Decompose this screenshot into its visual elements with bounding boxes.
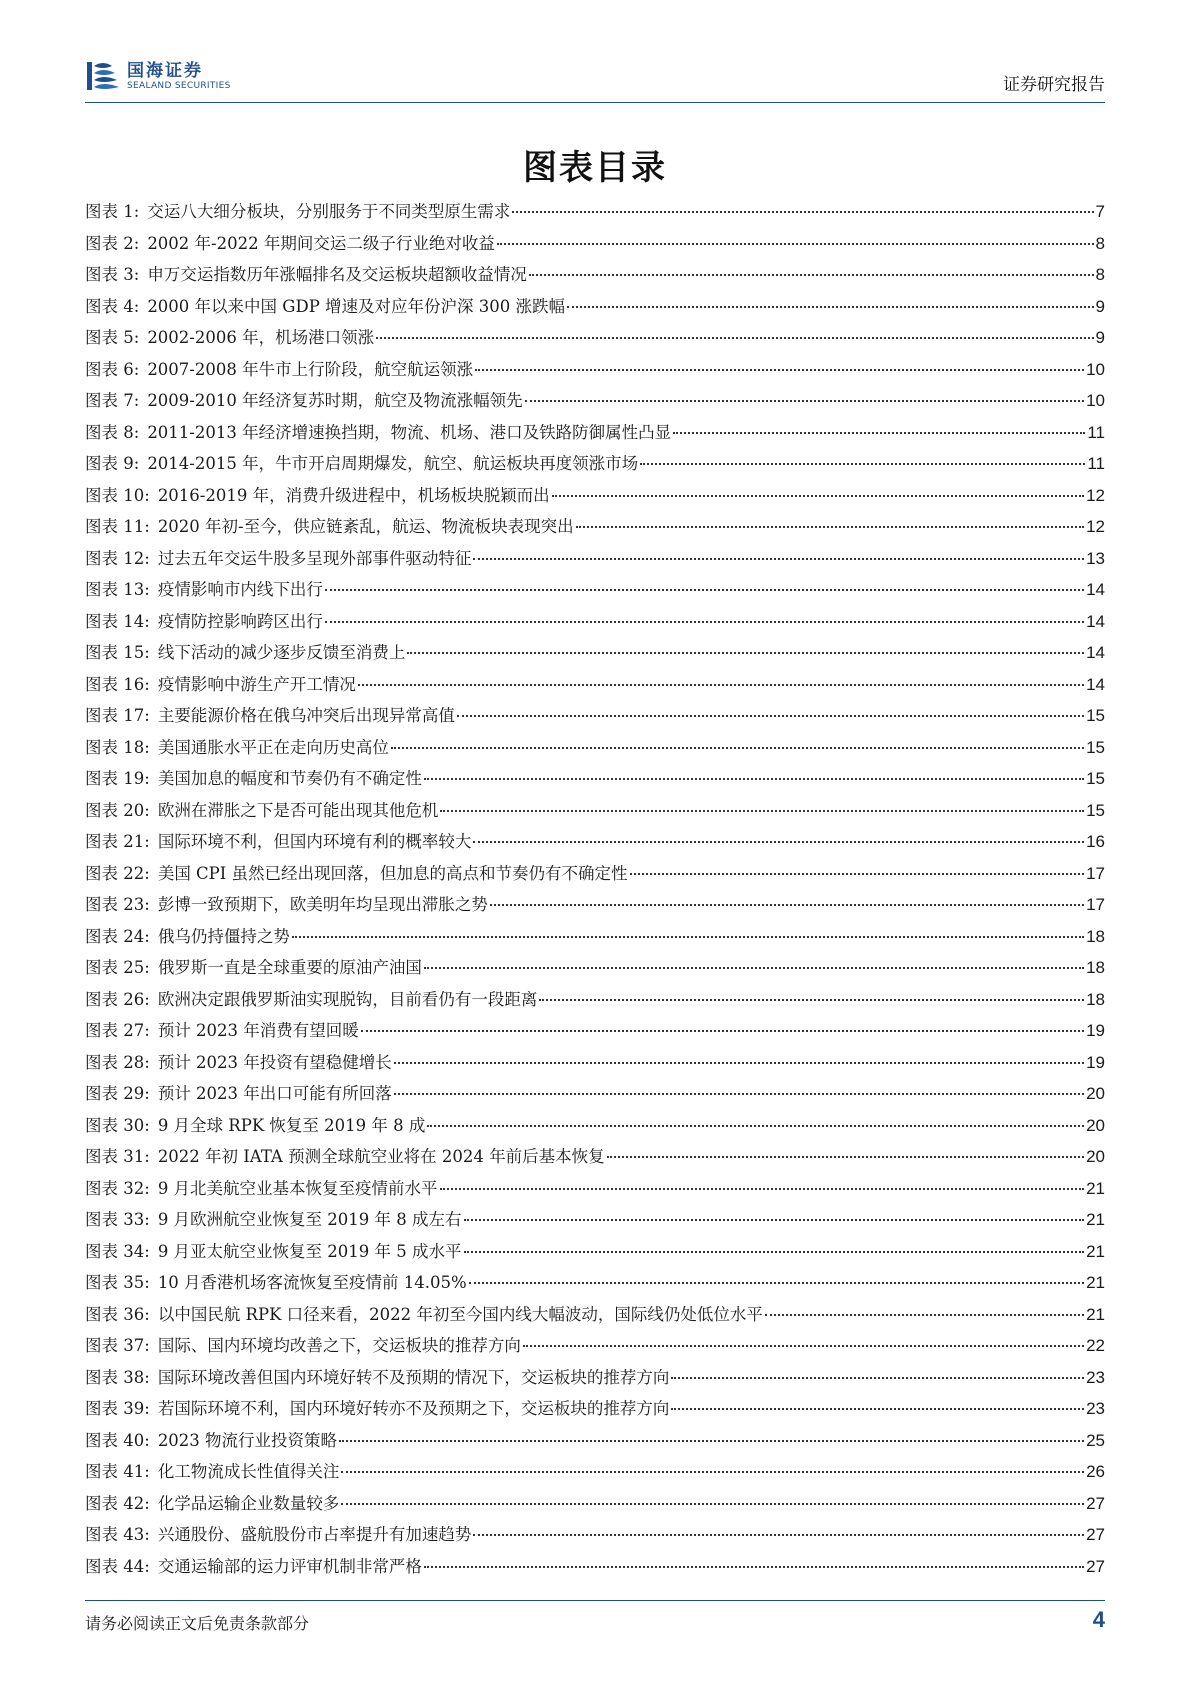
toc-entry-page: 17 [1086,863,1105,883]
toc-entry-title: 以中国民航 RPK 口径来看，2022 年初至今国内线大幅波动，国际线仍处低位水平 [157,1304,763,1324]
toc-entry-label: 图表 15: [85,643,150,662]
toc-entry[interactable] [85,732,1105,764]
toc-entry[interactable] [85,1519,1105,1551]
toc-entry-page: 27 [1086,1493,1105,1513]
toc-entry[interactable] [85,291,1105,323]
toc-entry-label: 图表 2: [85,233,140,253]
toc-entry[interactable] [85,385,1105,417]
toc-entry-title: 2011-2013 年经济增速换挡期，物流、机场、港口及铁路防御属性凸显 [147,422,672,442]
toc-entry-page: 14 [1086,674,1105,694]
toc-entry-page: 22 [1086,1336,1105,1355]
toc-entry[interactable] [85,322,1105,354]
toc-entry-title: 疫情影响中游生产开工情况 [157,674,356,694]
page-title: 图表目录 [523,148,667,188]
toc-entry[interactable] [85,669,1105,701]
toc-dot-leader [464,1218,1085,1221]
toc-entry[interactable] [85,448,1105,480]
toc-entry-title: 彭博一致预期下，欧美明年均呈现出滞胀之势 [157,895,488,914]
toc-entry[interactable] [85,574,1105,606]
disclaimer-text: 请务必阅读正文后免责条款部分 [85,1614,310,1633]
toc-entry[interactable] [85,1551,1105,1583]
toc-entry-label: 图表 25: [85,958,150,977]
toc-entry-label: 图表 8: [85,422,140,442]
toc-entry-page: 8 [1095,265,1105,284]
toc-entry-label: 图表 12: [85,548,150,568]
toc-entry-page: 11 [1087,454,1105,473]
toc-entry-title: 2016-2019 年，消费升级进程中，机场板块脱颖而出 [157,485,550,505]
toc-entry-page: 26 [1086,1462,1105,1481]
toc-entry-title: 2009-2010 年经济复苏时期，航空及物流涨幅领先 [147,391,523,410]
toc-entry[interactable] [85,480,1105,512]
toc-entry-title: 9 月北美航空业基本恢复至疫情前水平 [157,1178,438,1198]
toc-entry-page: 15 [1086,800,1105,820]
toc-dot-leader [630,872,1085,875]
toc-entry-title: 2022 年初 IATA 预测全球航空业将在 2024 年前后基本恢复 [157,1147,605,1166]
toc-dot-leader [607,1155,1085,1158]
toc-entry-title: 美国 CPI 虽然已经出现回落，但加息的高点和节奏仍有不确定性 [157,863,628,883]
toc-entry-title: 俄乌仍持僵持之势 [157,926,290,946]
toc-entry-page: 23 [1086,1399,1105,1418]
toc-dot-leader [473,557,1084,560]
toc-entry-page: 9 [1095,328,1105,347]
toc-entry-page: 17 [1086,895,1105,914]
toc-entry-page: 15 [1086,737,1105,757]
toc-entry-title: 预计 2023 年投资有望稳健增长 [157,1052,392,1072]
toc-entry[interactable] [85,889,1105,921]
toc-entry-page: 14 [1086,611,1105,631]
toc-dot-leader [469,1281,1084,1284]
toc-entry-title: 国际、国内环境均改善之下，交运板块的推荐方向 [157,1336,521,1355]
toc-entry[interactable] [85,1267,1105,1299]
toc-entry-title: 兴通股份、盛航股份市占率提升有加速趋势 [157,1525,472,1544]
toc-entry-label: 图表 29: [85,1084,150,1103]
toc-entry-page: 20 [1086,1084,1105,1103]
page-number: 4 [1092,1607,1105,1632]
toc-dot-leader [475,368,1084,371]
toc-entry-page: 20 [1086,1147,1105,1166]
toc-entry[interactable] [85,1393,1105,1425]
toc-entry-label: 图表 7: [85,391,140,410]
toc-entry-label: 图表 1: [85,202,140,221]
toc-entry-label: 图表 38: [85,1367,150,1387]
toc-entry-label: 图表 34: [85,1241,150,1261]
toc-entry-page: 19 [1086,1021,1105,1040]
toc-entry-title: 若国际环境不利，国内环境好转亦不及预期之下，交运板块的推荐方向 [157,1399,670,1418]
toc-entry[interactable] [85,826,1105,858]
toc-entry[interactable] [85,984,1105,1016]
toc-dot-leader [473,840,1084,843]
toc-dot-leader [640,462,1085,465]
toc-dot-leader [341,1470,1084,1473]
toc-dot-leader [394,1092,1084,1095]
toc-entry-title: 2007-2008 年牛市上行阶段，航空航运领涨 [147,359,474,379]
toc-entry-page: 21 [1086,1273,1105,1292]
toc-dot-leader [424,777,1084,780]
toc-entry-page: 18 [1086,958,1105,977]
toc-dot-leader [424,1565,1084,1568]
toc-entry[interactable] [85,763,1105,795]
toc-entry-title: 10 月香港机场客流恢复至疫情前 14.05% [157,1273,467,1292]
toc-entry-title: 2023 物流行业投资策略 [157,1430,338,1450]
toc-entry-page: 10 [1086,391,1105,410]
toc-entry[interactable] [85,1236,1105,1268]
toc-entry-page: 16 [1086,832,1105,851]
toc-entry-title: 2014-2015 年，牛市开启周期爆发，航空、航运板块再度领涨市场 [147,454,639,473]
toc-entry-label: 图表 20: [85,800,150,820]
toc-entry-label: 图表 10: [85,485,150,505]
page-header [85,52,1105,103]
toc-entry-title: 2002 年-2022 年期间交运二级子行业绝对收益 [147,233,495,253]
toc-entry-page: 25 [1086,1430,1105,1450]
toc-entry-title: 俄罗斯一直是全球重要的原油产油国 [157,958,422,977]
toc-dot-leader [523,1344,1084,1347]
toc-entry-page: 14 [1086,643,1105,662]
toc-entry-page: 21 [1086,1304,1105,1324]
toc-entry-title: 2002-2006 年，机场港口领涨 [147,328,375,347]
report-type-label: 证券研究报告 [1003,75,1105,95]
toc-dot-leader [424,966,1084,969]
toc-dot-leader [391,746,1084,749]
toc-entry[interactable] [85,1015,1105,1047]
toc-entry-title: 欧洲决定跟俄罗斯油实现脱钩，目前看仍有一段距离 [157,989,538,1009]
toc-entry-label: 图表 43: [85,1525,150,1544]
toc-entry-label: 图表 30: [85,1115,150,1135]
company-logo [85,58,231,94]
toc-dot-leader [512,210,1093,213]
toc-dot-leader [497,242,1094,245]
toc-dot-leader [671,1376,1084,1379]
toc-entry-label: 图表 3: [85,265,140,284]
toc-entry-label: 图表 5: [85,328,140,347]
toc-entry-title: 过去五年交运牛股多呈现外部事件驱动特征 [157,548,472,568]
toc-entry[interactable] [85,196,1105,228]
toc-entry-label: 图表 24: [85,926,150,946]
toc-entry-label: 图表 11: [85,517,150,536]
toc-entry-title: 美国通胀水平正在走向历史高位 [157,737,389,757]
toc-dot-leader [473,1533,1084,1536]
toc-entry-label: 图表 41: [85,1462,150,1481]
toc-entry[interactable] [85,1488,1105,1520]
toc-entry-page: 8 [1095,233,1105,253]
toc-entry-page: 11 [1087,422,1105,442]
toc-entry-label: 图表 22: [85,863,150,883]
toc-entry-label: 图表 4: [85,296,140,316]
toc-entry[interactable] [85,1110,1105,1142]
toc-dot-leader [525,399,1084,402]
toc-entry-title: 申万交运指数历年涨幅排名及交运板块超额收益情况 [147,265,527,284]
toc-entry-title: 9 月全球 RPK 恢复至 2019 年 8 成 [157,1115,426,1135]
toc-dot-leader [358,683,1084,686]
toc-dot-leader [325,620,1084,623]
toc-entry-title: 预计 2023 年出口可能有所回落 [157,1084,392,1103]
toc-entry-title: 欧洲在滞胀之下是否可能出现其他危机 [157,800,439,820]
toc-entry[interactable] [85,1456,1105,1488]
toc-entry-label: 图表 44: [85,1556,150,1576]
toc-entry-page: 27 [1086,1525,1105,1544]
toc-dot-leader [339,1439,1084,1442]
toc-entry[interactable] [85,1204,1105,1236]
toc-dot-leader [673,431,1085,434]
toc-entry-page: 13 [1086,548,1105,568]
toc-entry-label: 图表 36: [85,1304,150,1324]
toc-entry-page: 7 [1095,202,1105,221]
page-footer [85,1600,1105,1641]
toc-dot-leader [457,714,1084,717]
toc-entry[interactable] [85,1330,1105,1362]
toc-dot-leader [464,1250,1085,1253]
toc-dot-leader [567,305,1093,308]
toc-dot-leader [361,1029,1084,1032]
toc-entry-title: 2020 年初-至今，供应链紊乱，航运、物流板块表现突出 [157,517,574,536]
toc-entry-title: 9 月欧洲航空业恢复至 2019 年 8 成左右 [157,1210,462,1229]
toc-entry[interactable] [85,1047,1105,1079]
toc-entry-label: 图表 26: [85,989,150,1009]
toc-entry[interactable] [85,1425,1105,1457]
toc-entry-label: 图表 42: [85,1493,150,1513]
toc-entry[interactable] [85,417,1105,449]
toc-entry-label: 图表 17: [85,706,150,725]
toc-entry-page: 21 [1086,1178,1105,1198]
toc-entry-label: 图表 37: [85,1336,150,1355]
toc-dot-leader [671,1407,1084,1410]
toc-dot-leader [440,1187,1085,1190]
toc-dot-leader [341,1502,1084,1505]
toc-entry-label: 图表 32: [85,1178,150,1198]
toc-dot-leader [325,588,1084,591]
toc-entry-title: 化工物流成长性值得关注 [157,1462,340,1481]
toc-entry[interactable] [85,921,1105,953]
toc-dot-leader [552,494,1084,497]
toc-dot-leader [407,651,1084,654]
toc-entry-label: 图表 39: [85,1399,150,1418]
toc-entry-page: 14 [1086,580,1105,599]
toc-entry-label: 图表 27: [85,1021,150,1040]
toc-dot-leader [529,273,1094,276]
toc-entry-page: 10 [1086,359,1105,379]
toc-entry-page: 15 [1086,769,1105,788]
toc-entry-page: 18 [1086,989,1105,1009]
toc-entry-title: 2000 年以来中国 GDP 增速及对应年份沪深 300 涨跌幅 [147,296,566,316]
toc-entry-label: 图表 28: [85,1052,150,1072]
toc-entry-title: 疫情防控影响跨区出行 [157,611,323,631]
toc-entry[interactable] [85,1141,1105,1173]
toc-entry-label: 图表 21: [85,832,150,851]
toc-entry-title: 主要能源价格在俄乌冲突后出现异常高值 [157,706,455,725]
toc-entry-label: 图表 23: [85,895,150,914]
figure-table-of-contents [85,196,1105,1582]
toc-entry[interactable] [85,1173,1105,1205]
toc-entry-title: 交通运输部的运力评审机制非常严格 [157,1556,422,1576]
toc-entry-title: 疫情影响市内线下出行 [157,580,323,599]
toc-entry-title: 线下活动的减少逐步反馈至消费上 [157,643,406,662]
toc-dot-leader [576,525,1084,528]
toc-entry[interactable] [85,259,1105,291]
toc-entry-title: 9 月亚太航空业恢复至 2019 年 5 成水平 [157,1241,462,1261]
toc-dot-leader [394,1061,1084,1064]
toc-dot-leader [440,809,1084,812]
logo-chinese-name: 国海证券 [127,60,203,81]
toc-entry[interactable] [85,858,1105,890]
toc-entry-title: 交运八大细分板块，分别服务于不同类型原生需求 [147,202,511,221]
toc-entry-title: 国际环境改善但国内环境好转不及预期的情况下，交运板块的推荐方向 [157,1367,670,1387]
toc-entry[interactable] [85,637,1105,669]
toc-entry[interactable] [85,354,1105,386]
toc-entry-page: 12 [1086,485,1105,505]
toc-entry-label: 图表 16: [85,674,150,694]
toc-entry-title: 国际环境不利，但国内环境有利的概率较大 [157,832,472,851]
toc-entry-label: 图表 40: [85,1430,150,1450]
toc-entry[interactable] [85,511,1105,543]
toc-entry-label: 图表 31: [85,1147,150,1166]
toc-dot-leader [539,998,1084,1001]
toc-entry[interactable] [85,700,1105,732]
toc-entry-label: 图表 6: [85,359,140,379]
toc-entry-page: 9 [1095,296,1105,316]
toc-entry-title: 化学品运输企业数量较多 [157,1493,340,1513]
sealand-logo-icon [85,58,121,94]
toc-dot-leader [765,1313,1084,1316]
toc-entry[interactable] [85,1362,1105,1394]
toc-entry-label: 图表 19: [85,769,150,788]
toc-entry-title: 美国加息的幅度和节奏仍有不确定性 [157,769,422,788]
toc-entry-page: 27 [1086,1556,1105,1576]
toc-entry-page: 20 [1086,1115,1105,1135]
toc-entry-page: 21 [1086,1210,1105,1229]
toc-entry-page: 18 [1086,926,1105,946]
toc-dot-leader [490,903,1084,906]
toc-entry-label: 图表 9: [85,454,140,473]
toc-entry[interactable] [85,1078,1105,1110]
toc-entry-label: 图表 14: [85,611,150,631]
toc-entry[interactable] [85,1299,1105,1331]
logo-english-name: SEALAND SECURITIES [127,80,231,91]
toc-entry[interactable] [85,228,1105,260]
toc-entry-page: 12 [1086,517,1105,536]
toc-entry-page: 19 [1086,1052,1105,1072]
toc-entry[interactable] [85,543,1105,575]
toc-entry[interactable] [85,952,1105,984]
toc-entry[interactable] [85,795,1105,827]
toc-entry-label: 图表 35: [85,1273,150,1292]
toc-entry[interactable] [85,606,1105,638]
toc-dot-leader [376,336,1093,339]
toc-entry-title: 预计 2023 年消费有望回暖 [157,1021,359,1040]
toc-entry-page: 23 [1086,1367,1105,1387]
toc-dot-leader [427,1124,1084,1127]
toc-entry-label: 图表 18: [85,737,150,757]
toc-entry-page: 21 [1086,1241,1105,1261]
toc-entry-label: 图表 13: [85,580,150,599]
toc-entry-label: 图表 33: [85,1210,150,1229]
toc-entry-page: 15 [1086,706,1105,725]
toc-dot-leader [292,935,1084,938]
